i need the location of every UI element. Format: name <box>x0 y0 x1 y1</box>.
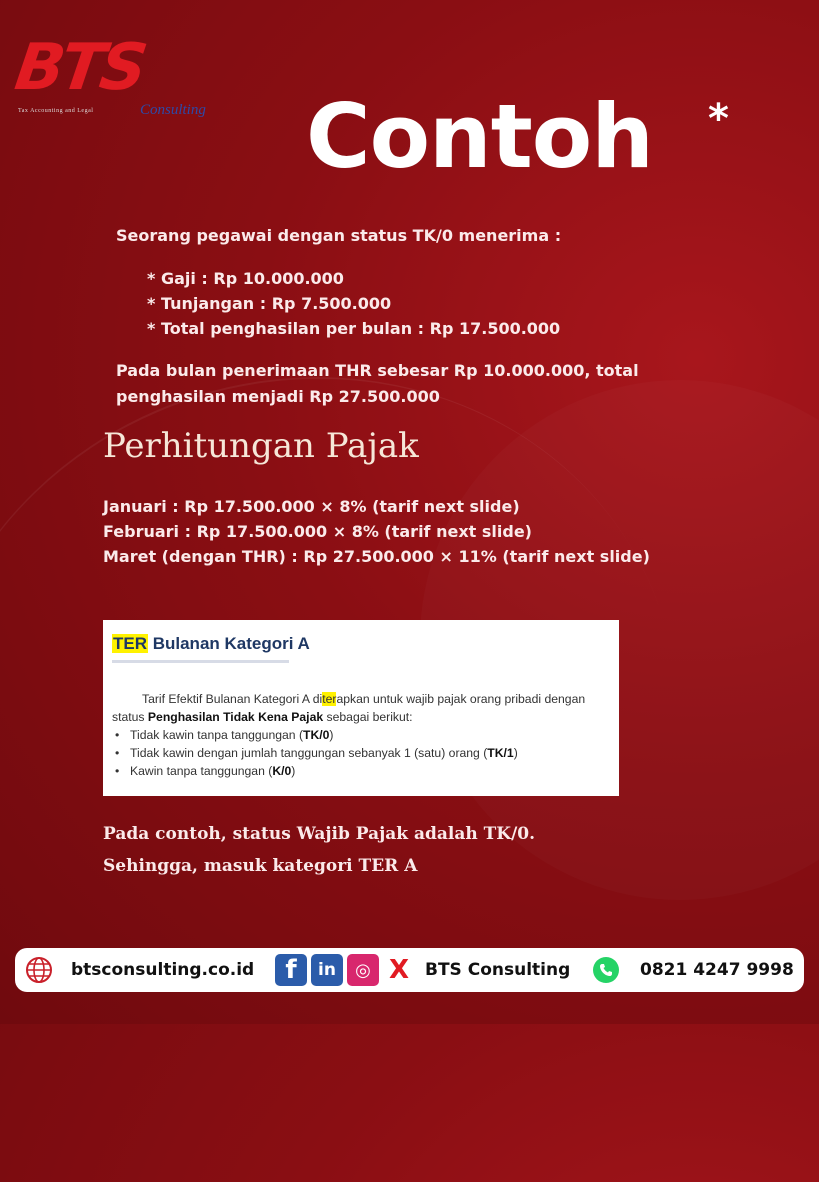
phone-handset-icon <box>598 962 614 978</box>
whatsapp-icon[interactable] <box>593 957 619 983</box>
linkedin-icon[interactable]: in <box>311 954 343 986</box>
footer-bar <box>15 948 804 992</box>
ter-category-card <box>103 620 619 796</box>
globe-icon <box>25 956 53 984</box>
logo-consulting: Consulting <box>140 102 206 118</box>
card-list-item: • Tidak kawin tanpa tanggungan (TK/0) <box>112 726 612 744</box>
phone-number[interactable]: 0821 4247 9998 <box>640 960 794 980</box>
facebook-icon[interactable]: f <box>275 954 307 986</box>
card-body <box>112 690 612 780</box>
logo-letters: BTS <box>10 31 148 105</box>
income-item-allowance: * Tunjangan : Rp 7.500.000 <box>147 294 392 313</box>
calculation-list <box>103 494 650 569</box>
calculation-heading: Perhitungan Pajak <box>103 426 419 466</box>
x-icon[interactable]: X <box>388 955 410 985</box>
income-item-salary: * Gaji : Rp 10.000.000 <box>147 269 344 288</box>
title-asterisk: * <box>708 96 729 142</box>
conclusion-text <box>103 818 535 882</box>
card-title-rest: Bulanan Kategori A <box>148 634 310 653</box>
income-list <box>147 266 560 341</box>
website-link[interactable]: btsconsulting.co.id <box>71 960 255 980</box>
card-list-item: • Kawin tanpa tanggungan (K/0) <box>112 762 612 780</box>
card-status-list <box>112 726 612 780</box>
intro-text: Seorang pegawai dengan status TK/0 menerima : <box>116 226 562 245</box>
bts-logo <box>10 31 214 126</box>
card-list-item: • Tidak kawin dengan jumlah tanggungan sebanyak 1 (satu) orang (TK/1) <box>112 744 612 762</box>
income-item-total: * Total penghasilan per bulan : Rp 17.500.000 <box>147 319 561 338</box>
card-title <box>112 634 310 654</box>
social-icons <box>275 954 415 986</box>
conclusion-line1: Pada contoh, status Wajib Pajak adalah TK/0. <box>103 824 536 844</box>
instagram-icon[interactable]: ◎ <box>347 954 379 986</box>
conclusion-line2: Sehingga, masuk kategori TER A <box>103 856 418 876</box>
logo-tagline: Tax Accounting and Legal <box>18 108 94 114</box>
brand-name: BTS Consulting <box>425 960 571 980</box>
card-paragraph-line1: Tarif Efektif Bulanan Kategori A diterapkan untuk wajib pajak orang pribadi dengan <box>142 692 586 706</box>
calc-january: Januari : Rp 17.500.000 × 8% (tarif next slide) <box>103 497 520 516</box>
thr-paragraph: Pada bulan penerimaan THR sebesar Rp 10.000.000, total penghasilan menjadi Rp 27.500.000 <box>116 361 639 406</box>
card-title-underline <box>112 660 289 663</box>
calc-february: Februari : Rp 17.500.000 × 8% (tarif next slide) <box>103 522 532 541</box>
card-paragraph-line2: status Penghasilan Tidak Kena Pajak sebagai berikut: <box>112 710 413 724</box>
calc-march: Maret (dengan THR) : Rp 27.500.000 × 11% (tarif next slide) <box>103 547 650 566</box>
card-title-highlight: TER <box>113 634 147 653</box>
page-title: Contoh <box>306 85 653 188</box>
